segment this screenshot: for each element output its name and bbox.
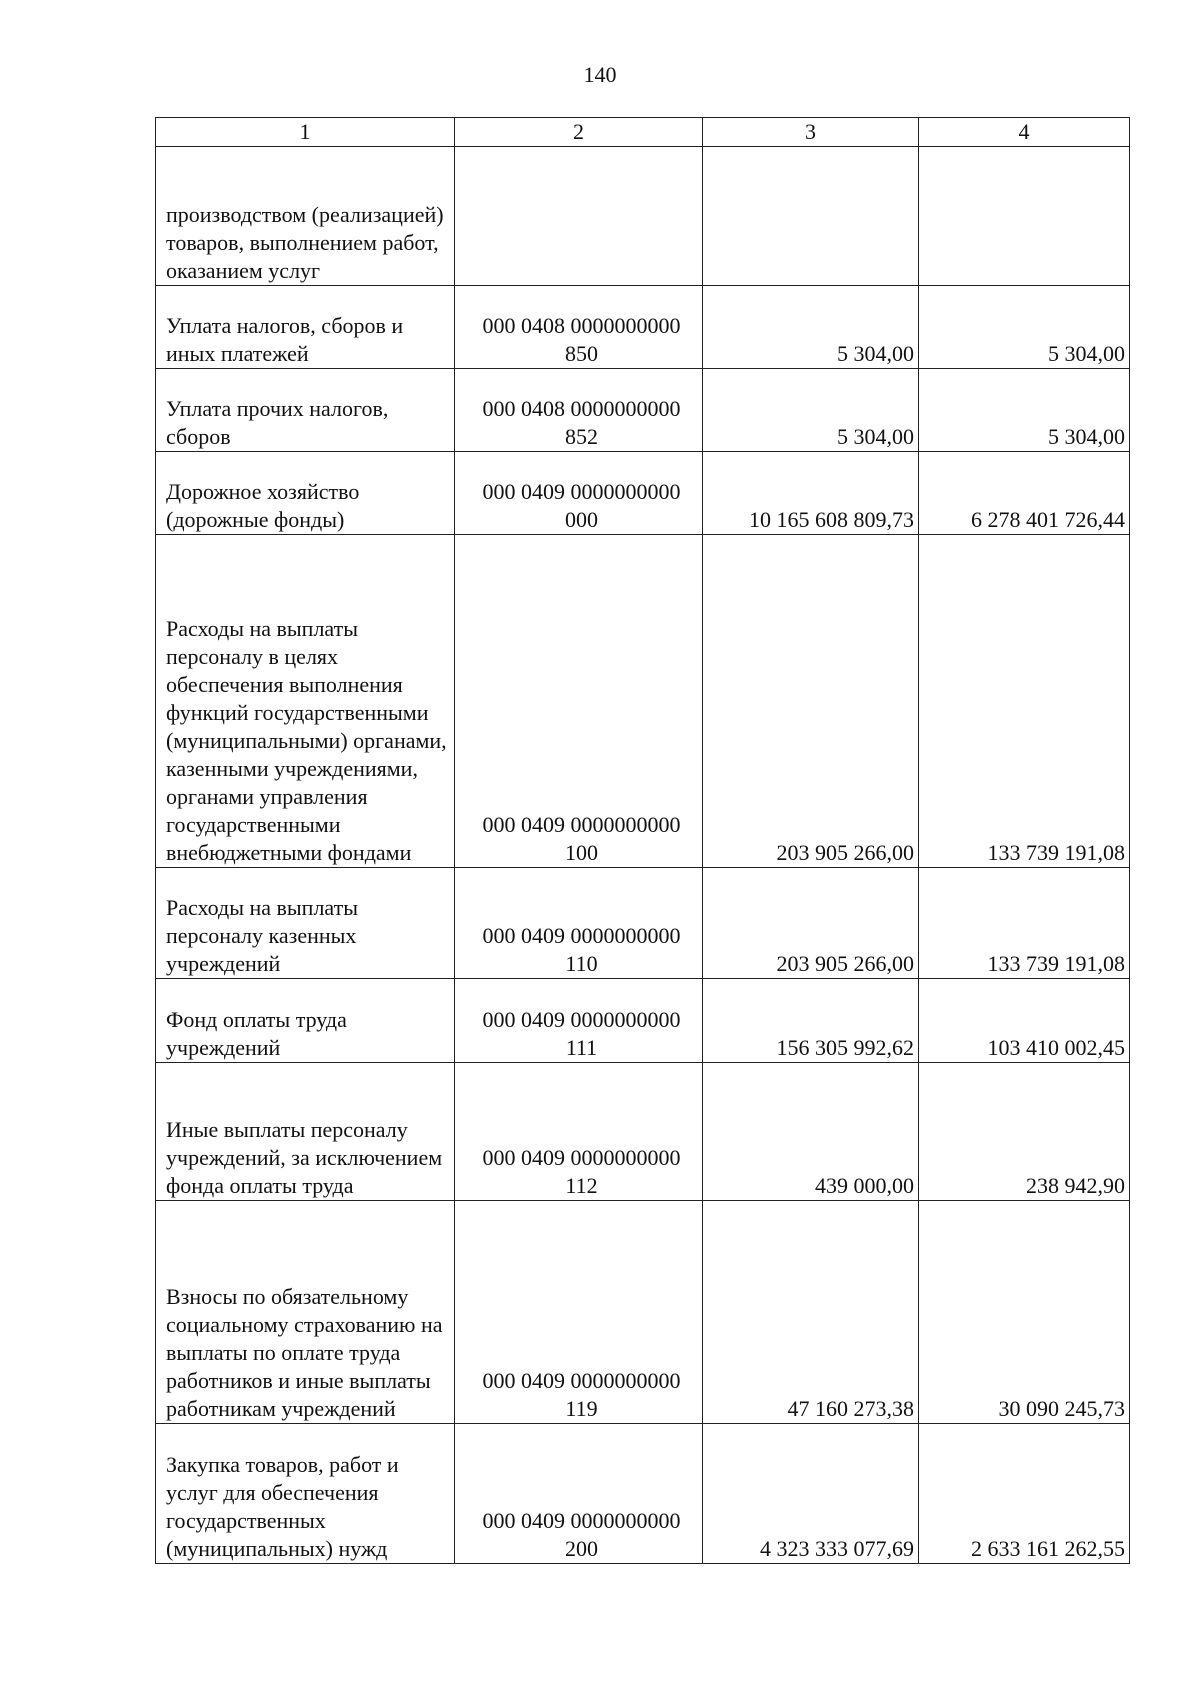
row-code <box>455 369 703 452</box>
table-row <box>156 369 1130 452</box>
header-col-1: 1 <box>156 118 455 147</box>
row-code <box>455 979 703 1063</box>
row-value-4: 103 410 002,45 <box>919 979 1130 1063</box>
row-name: производством (реализацией) товаров, выполнением работ, оказанием услуг <box>156 147 455 286</box>
row-value-3: 156 305 992,62 <box>703 979 919 1063</box>
row-name: Дорожное хозяйство (дорожные фонды) <box>156 452 455 535</box>
row-name: Расходы на выплаты персоналу в целях обеспечения выполнения функций государственными (муниципальными) органами, казенными учреждениями, органами управления государственными внебюджетными фондами <box>156 535 455 868</box>
row-name: Уплата налогов, сборов и иных платежей <box>156 286 455 369</box>
row-value-4: 6 278 401 726,44 <box>919 452 1130 535</box>
row-code-main: 000 0409 0000000000 <box>482 812 681 837</box>
row-code-type: 200 <box>565 1536 598 1561</box>
row-value-3: 10 165 608 809,73 <box>703 452 919 535</box>
row-code <box>455 147 703 286</box>
row-value-4: 238 942,90 <box>919 1063 1130 1201</box>
row-code <box>455 1063 703 1201</box>
row-value-4 <box>919 147 1130 286</box>
table-row <box>156 535 1130 868</box>
budget-table <box>155 117 1130 1564</box>
row-code-type: 119 <box>565 1396 598 1421</box>
header-col-4: 4 <box>919 118 1130 147</box>
row-code-type: 852 <box>565 424 598 449</box>
row-value-3: 5 304,00 <box>703 369 919 452</box>
header-col-2: 2 <box>455 118 703 147</box>
row-value-4: 133 739 191,08 <box>919 535 1130 868</box>
table-row <box>156 1424 1130 1564</box>
row-code-main: 000 0409 0000000000 <box>482 1007 681 1032</box>
row-name: Закупка товаров, работ и услуг для обеспечения государственных (муниципальных) нужд <box>156 1424 455 1564</box>
row-code-main: 000 0409 0000000000 <box>482 1508 681 1533</box>
row-code-main: 000 0409 0000000000 <box>482 1145 681 1170</box>
row-value-4: 5 304,00 <box>919 369 1130 452</box>
row-name: Фонд оплаты труда учреждений <box>156 979 455 1063</box>
row-code-type: 850 <box>565 341 598 366</box>
row-code-main: 000 0408 0000000000 <box>482 313 681 338</box>
row-value-3: 439 000,00 <box>703 1063 919 1201</box>
table-body <box>156 147 1130 1564</box>
row-value-4: 30 090 245,73 <box>919 1201 1130 1424</box>
row-value-3: 4 323 333 077,69 <box>703 1424 919 1564</box>
row-code-type: 111 <box>565 1035 598 1060</box>
row-value-3 <box>703 147 919 286</box>
row-value-4: 5 304,00 <box>919 286 1130 369</box>
row-code <box>455 286 703 369</box>
row-name: Расходы на выплаты персоналу казенных учреждений <box>156 868 455 979</box>
row-code-type: 110 <box>565 951 598 976</box>
row-name: Взносы по обязательному социальному страхованию на выплаты по оплате труда работников и иные выплаты работникам учреждений <box>156 1201 455 1424</box>
row-value-3: 47 160 273,38 <box>703 1201 919 1424</box>
table-row <box>156 286 1130 369</box>
row-code-main: 000 0408 0000000000 <box>482 396 681 421</box>
row-value-4: 2 633 161 262,55 <box>919 1424 1130 1564</box>
row-code-type: 112 <box>565 1173 598 1198</box>
row-code-main: 000 0409 0000000000 <box>482 479 681 504</box>
table-row <box>156 452 1130 535</box>
table-row <box>156 1063 1130 1201</box>
row-value-3: 203 905 266,00 <box>703 535 919 868</box>
row-value-3: 5 304,00 <box>703 286 919 369</box>
row-code <box>455 1424 703 1564</box>
row-name: Иные выплаты персоналу учреждений, за исключением фонда оплаты труда <box>156 1063 455 1201</box>
table-row <box>156 868 1130 979</box>
row-code <box>455 452 703 535</box>
row-code-main: 000 0409 0000000000 <box>482 923 681 948</box>
row-code-type: 000 <box>565 507 598 532</box>
row-code <box>455 535 703 868</box>
row-code <box>455 868 703 979</box>
table-header <box>156 118 1130 147</box>
table-row <box>156 1201 1130 1424</box>
row-code-type: 100 <box>565 840 598 865</box>
row-value-3: 203 905 266,00 <box>703 868 919 979</box>
row-code-main: 000 0409 0000000000 <box>482 1368 681 1393</box>
header-col-3: 3 <box>703 118 919 147</box>
row-code <box>455 1201 703 1424</box>
header-row <box>156 118 1130 147</box>
row-value-4: 133 739 191,08 <box>919 868 1130 979</box>
page-number: 140 <box>583 62 617 87</box>
table-row <box>156 979 1130 1063</box>
row-name: Уплата прочих налогов, сборов <box>156 369 455 452</box>
table-row <box>156 147 1130 286</box>
